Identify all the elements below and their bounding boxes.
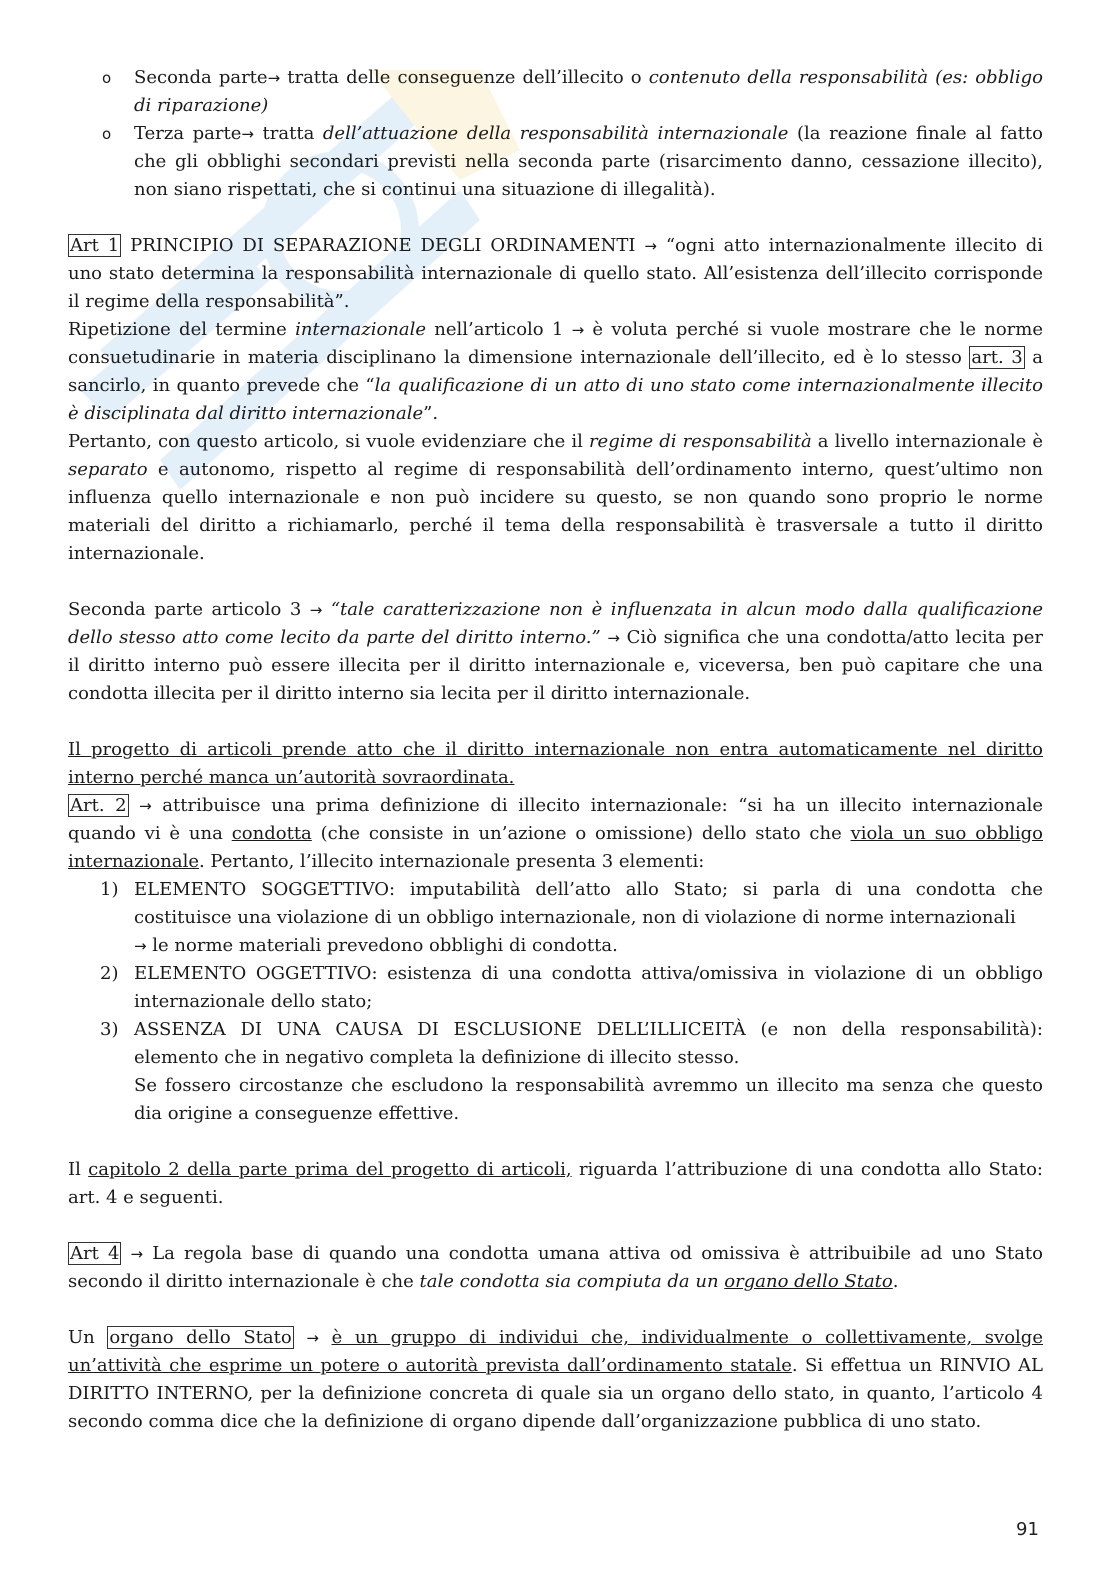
organo-paragraph: Un organo dello Stato → è un gruppo di individui che, individualmente o collettivamente, svolge un’attività che esprime un potere o autorità prevista dall’ordinamento statale. Si effettua un RINVIO AL DIRITTO INTERNO, per la definizione concreta di quale sia un organo dello stato, in quanto, l’articolo 4 secondo comma dice che la definizione di organo dipende dall’organizzazione pubblica di uno stato. — [68, 1327, 1044, 1432]
arrow-icon: → — [134, 937, 147, 955]
arrow-icon: → — [267, 69, 281, 87]
capitolo2-paragraph: Il capitolo 2 della parte prima del progetto di articoli, riguarda l’attribuzione di una condotta allo Stato: art. 4 e seguenti. — [68, 1159, 1043, 1208]
arrow-icon: → — [241, 125, 254, 143]
bullet-marker: o — [102, 125, 112, 143]
list-item: 2) ELEMENTO OGGETTIVO: esistenza di una condotta attiva/omissiva in violazione di un obbligo internazionale dello stato; — [68, 960, 1043, 1016]
list-item: 1) ELEMENTO SOGGETTIVO: imputabilità dell’atto allo Stato; si parla di una condotta che costituisce una violazione di un obbligo internazionale, non di violazione di norme internazionali → le norme materiali prevedono obblighi di condotta. — [68, 876, 1043, 960]
art1-paragraph: Art 1 PRINCIPIO DI SEPARAZIONE DEGLI ORDINAMENTI → “ogni atto internazionalmente illecito di uno stato determina la responsabilità internazionale di quello stato. All’esistenza dell’illecito corrisponde il regime della responsabilità”. — [68, 235, 1044, 312]
arrow-icon: → — [306, 1329, 319, 1347]
arrow-icon: → — [309, 601, 323, 619]
organo-label: organo dello Stato — [109, 1327, 292, 1348]
art2-paragraph: Art. 2 → attribuisce una prima definizione di illecito internazionale: “si ha un illecito internazionale quando vi è una condotta (che consiste in un’azione o omissione) dello stato che viola un suo obbligo internazionale. Pertanto, l’illecito internazionale presenta 3 elementi: — [68, 795, 1043, 872]
list-number: 3) — [100, 1019, 119, 1040]
progetto-paragraph: Il progetto di articoli prende atto che il diritto internazionale non entra automaticamente nel diritto interno perché manca un’autorità sovraordinata. — [68, 739, 1043, 788]
bullet-marker: o — [102, 69, 112, 87]
seconda-parte-art3-paragraph: Seconda parte articolo 3 → “tale caratterizzazione non è influenzata in alcun modo dalla qualificazione dello stesso atto come lecito da parte del diritto interno.” → Ciò significa che una condotta/atto lecita per il diritto interno può essere illecita per il diritto internazionale e, viceversa, ben può capitare che una condotta illecita per il diritto interno sia lecita per il diritto internazionale. — [68, 599, 1043, 704]
arrow-icon: → — [644, 237, 657, 255]
list-item: o Terza parte→ tratta dell’attuazione della responsabilità internazionale (la reazione finale al fatto che gli obblighi secondari previsti nella seconda parte (risarcimento danno, cessazione illecito), non siano rispettati, che si continui una situazione di illegalità). — [68, 120, 1043, 204]
arrow-icon: → — [607, 629, 620, 647]
art2-label: Art. 2 — [70, 795, 127, 816]
page-body — [68, 64, 1043, 1436]
pertanto-paragraph: Pertanto, con questo articolo, si vuole evidenziare che il regime di responsabilità a livello internazionale è separato e autonomo, rispetto al regime di responsabilità dell’ordinamento interno, quest’ultimo non influenza quello internazionale e non può incidere su questo, se non quando sono proprio le norme materiali del diritto a richiamarlo, perché il tema della responsabilità è trasversale a tutto il diritto internazionale. — [68, 431, 1043, 564]
arrow-icon: → — [139, 797, 152, 815]
art4-label: Art 4 — [70, 1243, 120, 1264]
arrow-icon: → — [130, 1245, 144, 1263]
list-number: 2) — [100, 963, 119, 984]
art1-label: Art 1 — [70, 235, 120, 256]
page-number: 91 — [1016, 1519, 1039, 1540]
list-item: 3) ASSENZA DI UNA CAUSA DI ESCLUSIONE DELL’ILLICEITÀ (e non della responsabilità): elemento che in negativo completa la definizione di illecito stesso. Se fossero circostanze che escludono la responsabilità avremmo un illecito ma senza che questo dia origine a conseguenze effettive. — [68, 1016, 1043, 1128]
ripetizione-paragraph: Ripetizione del termine internazionale nell’articolo 1 → è voluta perché si vuole mostrare che le norme consuetudinarie in materia disciplinano la dimensione internazionale dell’illecito, ed è lo stesso art. 3 a sancirlo, in quanto prevede che “la qualificazione di un atto di uno stato come internazionalmente illecito è disciplinata dal diritto internazionale”. — [68, 319, 1044, 424]
art3-label: art. 3 — [971, 347, 1023, 368]
arrow-icon: → — [571, 321, 585, 339]
list-number: 1) — [100, 879, 119, 900]
art4-paragraph: Art 4 → La regola base di quando una condotta umana attiva od omissiva è attribuibile ad uno Stato secondo il diritto internazionale è che tale condotta sia compiuta da un organo dello Stato. — [68, 1243, 1044, 1292]
list-item: o Seconda parte→ tratta delle conseguenze dell’illecito o contenuto della responsabilità (es: obbligo di riparazione) — [68, 64, 1043, 120]
